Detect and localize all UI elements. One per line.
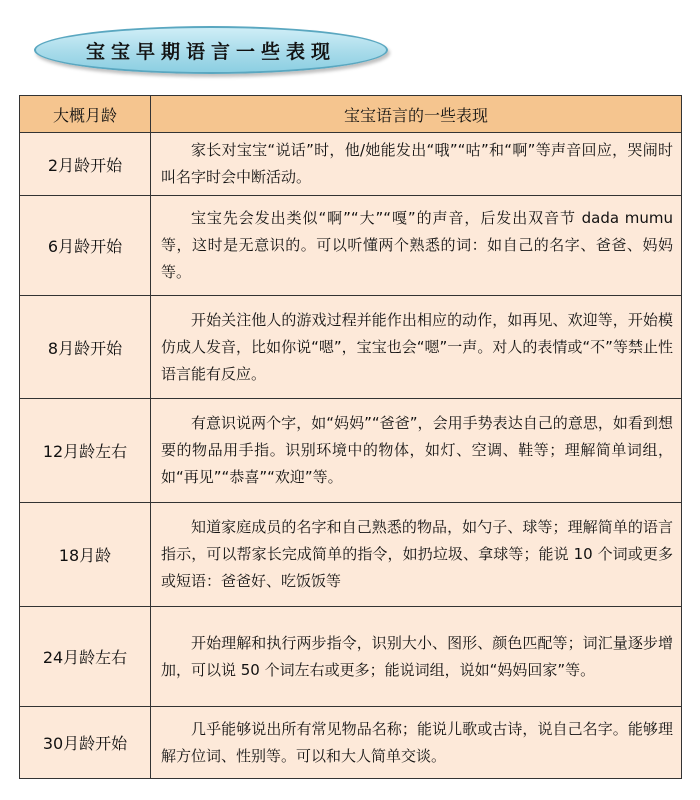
table-row (20, 296, 682, 399)
age-cell: 24月龄左右 (20, 607, 151, 707)
page-title: 宝宝早期语言一些表现 (85, 40, 336, 63)
table-row (20, 503, 682, 607)
description-cell (151, 133, 682, 196)
table-row (20, 707, 682, 779)
description-cell (151, 607, 682, 707)
language-table (19, 95, 682, 779)
description-text: 有意识说两个字，如“妈妈”“爸爸”，会用手势表达自己的意思，如看到想要的物品用手指。识别环境中的物体，如灯、空调、鞋等；理解简单词组，如“再见”“恭喜”“欢迎”等。 (161, 414, 673, 486)
age-cell: 2月龄开始 (20, 133, 151, 196)
header-age: 大概月龄 (20, 96, 151, 133)
table-row (20, 399, 682, 503)
description-text: 知道家庭成员的名字和自己熟悉的物品，如勺子、球等；理解简单的语言指示，可以帮家长完成简单的指令，如扔垃圾、拿球等；能说 10 个词或更多或短语：爸爸好、吃饭饭等 (161, 518, 673, 590)
title-bubble (34, 26, 388, 74)
description-text: 家长对宝宝“说话”时，他/她能发出“哦”“咕”和“啊”等声音回应，哭闹时叫名字时会中断活动。 (161, 141, 673, 186)
age-cell: 8月龄开始 (20, 296, 151, 399)
header-description: 宝宝语言的一些表现 (151, 96, 682, 133)
description-text: 开始理解和执行两步指令，识别大小、图形、颜色匹配等；词汇量逐步增加，可以说 50 个词左右或更多；能说词组，说如“妈妈回家”等。 (161, 633, 673, 679)
table-row (20, 133, 682, 196)
age-cell: 12月龄左右 (20, 399, 151, 503)
table-row (20, 607, 682, 707)
description-cell (151, 707, 682, 779)
description-cell (151, 503, 682, 607)
description-text: 几乎能够说出所有常见物品名称；能说儿歌或古诗，说自己名字。能够理解方位词、性别等。可以和大人简单交谈。 (161, 719, 673, 765)
table-row (20, 196, 682, 296)
age-cell: 18月龄 (20, 503, 151, 607)
description-cell (151, 196, 682, 296)
description-cell (151, 399, 682, 503)
age-cell: 6月龄开始 (20, 196, 151, 296)
description-text: 宝宝先会发出类似“啊”“大”“嘎”的声音，后发出双音节 dada mumu 等，这时是无意识的。可以听懂两个熟悉的词：如自己的名字、爸爸、妈妈等。 (161, 209, 673, 281)
description-text: 开始关注他人的游戏过程并能作出相应的动作，如再见、欢迎等，开始模仿成人发音，比如你说“嗯”，宝宝也会“嗯”一声。对人的表情或“不”等禁止性语言能有反应。 (161, 310, 673, 383)
age-cell: 30月龄开始 (20, 707, 151, 779)
title-banner (34, 26, 388, 74)
description-cell (151, 296, 682, 399)
table-header-row (20, 96, 682, 133)
